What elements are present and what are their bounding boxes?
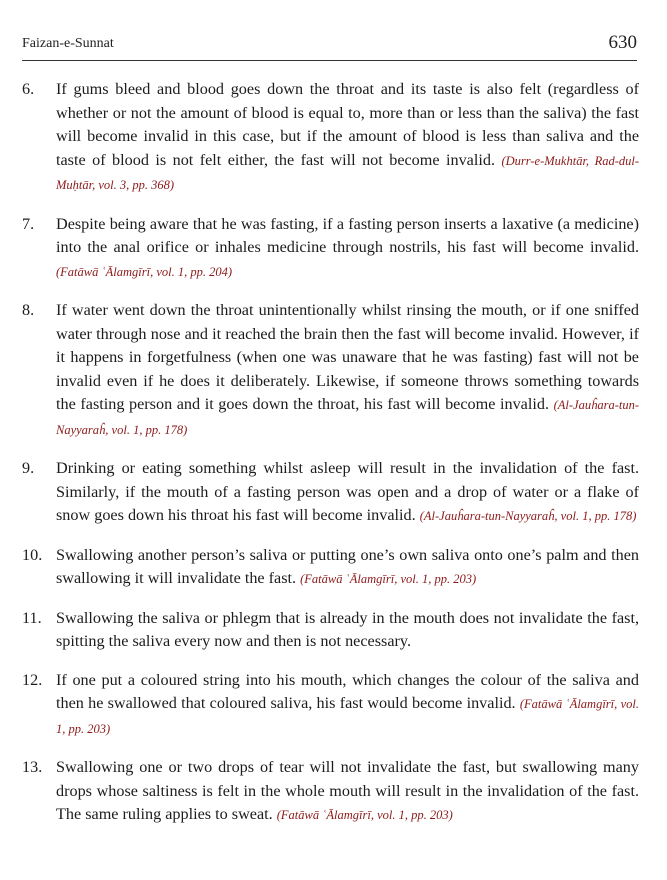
item-number: 7. <box>22 214 35 233</box>
item-reference: (Fatāwā ʿĀlamgīrī, vol. 1, pp. 203) <box>276 808 453 822</box>
item-reference: (Al-Jauĥara-tun-Nayyaraĥ, vol. 1, pp. 178) <box>419 509 637 523</box>
item-number: 9. <box>22 459 35 477</box>
item-number: 10. <box>22 545 43 564</box>
list-item <box>22 78 639 198</box>
list-item <box>22 669 639 742</box>
item-number: 13. <box>22 758 43 776</box>
item-text: Swallowing the saliva or phlegm that is already in the mouth does not invalidate the fast, spitting the saliva every now and then is not necessary. <box>56 608 639 650</box>
list-item <box>22 457 639 529</box>
page-number: 630 <box>608 32 637 53</box>
book-title: Faizan-e-Sunnat <box>22 36 114 51</box>
item-reference: (Durr-e-Mukhtār, Rad-dul-Muḥtār, vol. 3, pp. 368) <box>56 153 640 192</box>
list-item <box>22 607 639 654</box>
page-header <box>22 30 637 61</box>
item-reference: (Fatāwā ʿĀlamgīrī, vol. 1, pp. 203) <box>56 697 639 736</box>
rulings-list <box>22 78 639 828</box>
item-reference: (Fatāwā ʿĀlamgīrī, vol. 1, pp. 204) <box>56 264 233 279</box>
item-reference: (Al-Jauĥara-tun-Nayyaraĥ, vol. 1, pp. 178) <box>56 398 639 437</box>
list-item <box>22 756 639 828</box>
item-text: Despite being aware that he was fasting, if a fasting person inserts a laxative (a medicine) into the anal orifice or inhales medicine through nostrils, his fast will become invalid. <box>56 214 639 256</box>
item-number: 6. <box>22 80 35 98</box>
item-text: Swallowing one or two drops of tear will not invalidate the fast, but swallowing many drops whose saltiness is felt in the whole mouth will result in the invalidation of the fast. The same ruling applies to sweat. <box>56 758 639 823</box>
item-text: If gums bleed and blood goes down the throat and its taste is also felt (regardless of whether or not the amount of blood is equal to, more than or less than the saliva) the fast will become invalid in this case, but if the amount of blood is less than saliva and the taste of blood is not felt either, the fast will not become invalid. <box>56 80 639 169</box>
item-text: If one put a coloured string into his mouth, which changes the colour of the saliva and then he swallowed that coloured saliva, his fast would become invalid. <box>56 670 639 712</box>
item-number: 11. <box>22 608 42 627</box>
list-item <box>22 213 639 285</box>
list-item <box>22 544 639 592</box>
item-text: Drinking or eating something whilst asleep will result in the invalidation of the fast. Similarly, if the mouth of a fasting person was open and a drop of water or a flake of snow goes down his throat his fast will become invalid. <box>56 459 639 524</box>
item-text: If water went down the throat unintentionally whilst rinsing the mouth, or if one sniffed water through nose and it reached the brain then the fast will become invalid. However, if it happens in forgetfulness (when one was unaware that he was fasting) fast will not be invalid even if he does it deliberately. Likewise, if someone throws something towards the fasting person and it goes down the throat, his fast will become invalid. <box>56 301 639 413</box>
list-item <box>22 299 639 442</box>
item-number: 8. <box>22 301 35 319</box>
item-number: 12. <box>22 670 43 689</box>
item-reference: (Fatāwā ʿĀlamgīrī, vol. 1, pp. 203) <box>300 572 477 586</box>
item-text: Swallowing another person’s saliva or putting one’s own saliva onto one’s palm and then swallowing it will invalidate the fast. <box>56 545 639 587</box>
